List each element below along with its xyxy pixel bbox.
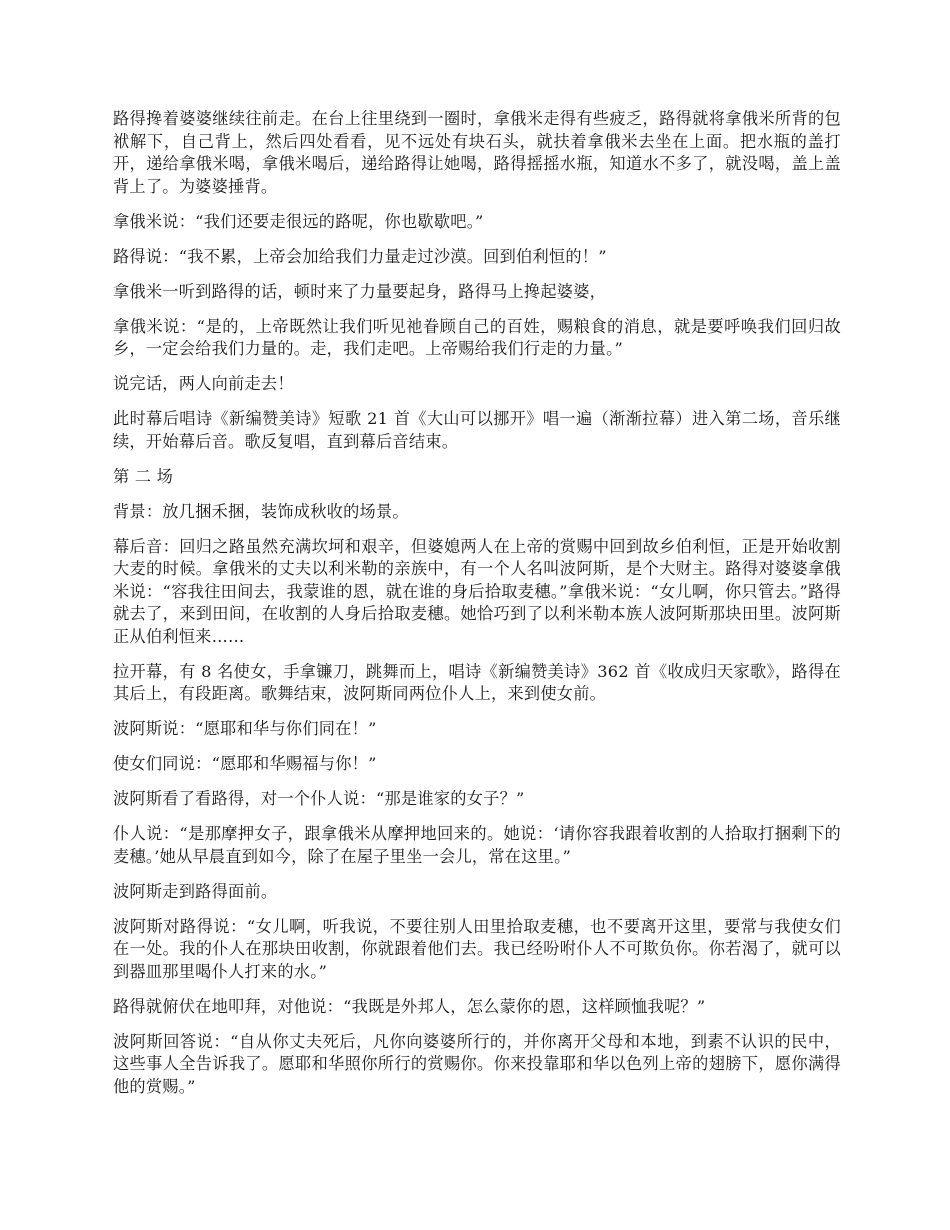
dialogue-paragraph: 波阿斯看了看路得，对一个仆人说：“那是谁家的女子？” (113, 789, 525, 808)
narration-paragraph: 路得搀着婆婆继续往前走。在台上往里绕到一圈时，拿俄米走得有些疲乏，路得就将拿俄米所背的包袱解下，自己背上，然后四处看看，见不远处有块石头，就扶着拿俄米去坐在上面。把水瓶的盖打开，递给拿俄米喝，拿俄米喝后，递给路得让她喝，路得摇摇水瓶，知道水不多了，就没喝，盖上盖背上了。为婆婆捶背。 (113, 109, 841, 196)
dialogue-paragraph: 路得说：“我不累，上帝会加给我们力量走过沙漠。回到伯利恒的！” (113, 246, 607, 266)
dialogue-paragraph: 拿俄米说：“我们还要走很远的路呢，你也歇歇吧。” (113, 211, 484, 231)
dialogue-paragraph: 仆人说：“是那摩押女子，跟拿俄米从摩押地回来的。她说：‘请你容我跟着收割的人拾取打捆剩下的麦穗。’她从早晨直到如今，除了在屋子里坐一会儿，常在这里。” (113, 824, 841, 866)
dialogue-paragraph: 路得就俯伏在地叩拜，对他说：“我既是外邦人，怎么蒙你的恩，这样顾恤我呢？” (113, 996, 706, 1016)
dialogue-paragraph: 波阿斯对路得说：“女儿啊，听我说，不要往别人田里拾取麦穗，也不要离开这里，要常与我使女们在一处。我的仆人在那块田收割，你就跟着他们去。我已经吩咐仆人不可欺负你。你若渴了，就可以到器皿那里喝仆人打来的水。” (113, 916, 841, 981)
dialogue-paragraph: 波阿斯说：“愿耶和华与你们同在！” (113, 719, 377, 738)
dialogue-paragraph: 拿俄米说：“是的，上帝既然让我们听见祂眷顾自己的百姓，赐粮食的消息，就是要呼唤我们回归故乡，一定会给我们力量的。走，我们走吧。上帝赐给我们行走的力量。” (113, 316, 841, 358)
document-page (113, 108, 841, 1111)
stage-direction-paragraph: 拉开幕，有 8 名使女，手拿镰刀，跳舞而上，唱诗《新编赞美诗》362 首《收成归天家歌》，路得在其后上，有段距离。歌舞结束，波阿斯同两位仆人上，来到使女前。 (113, 661, 841, 703)
background-paragraph: 背景：放几捆禾捆，装饰成秋收的场景。 (113, 501, 409, 521)
narration-paragraph: 说完话，两人向前走去！ (113, 374, 294, 393)
narration-paragraph: 拿俄米一听到路得的话，顿时来了力量要起身，路得马上搀起婆婆， (113, 281, 607, 301)
dialogue-paragraph: 使女们同说：“愿耶和华赐福与你！” (113, 754, 377, 773)
voiceover-paragraph: 幕后音：回归之路虽然充满坎坷和艰辛，但婆媳两人在上帝的赏赐中回到故乡伯利恒，正是开始收割大麦的时候。拿俄米的丈夫以利米勒的亲族中，有一个人名叫波阿斯，是个大财主。路得对婆婆拿俄米说：“容我往田间去，我蒙谁的恩，就在谁的身后拾取麦穗。”拿俄米说：“女儿啊，你只管去。”路得就去了，来到田间，在收割的人身后拾取麦穗。她恰巧到了以利米勒本族人波阿斯那块田里。波阿斯正从伯利恒来…… (113, 536, 841, 646)
narration-paragraph: 波阿斯走到路得面前。 (113, 881, 278, 901)
dialogue-paragraph: 波阿斯回答说：“自从你丈夫死后，凡你向婆婆所行的，并你离开父母和本地，到素不认识的民中，这些事人全告诉我了。愿耶和华照你所行的赏赐你。你来投靠耶和华以色列上帝的翅膀下，愿你满得他的赏赐。” (113, 1031, 841, 1096)
scene-heading: 第 二 场 (113, 466, 174, 486)
stage-direction-paragraph: 此时幕后唱诗《新编赞美诗》短歌 21 首《大山可以挪开》唱一遍（渐渐拉幕）进入第二场，音乐继续，开始幕后音。歌反复唱，直到幕后音结束。 (113, 409, 841, 451)
